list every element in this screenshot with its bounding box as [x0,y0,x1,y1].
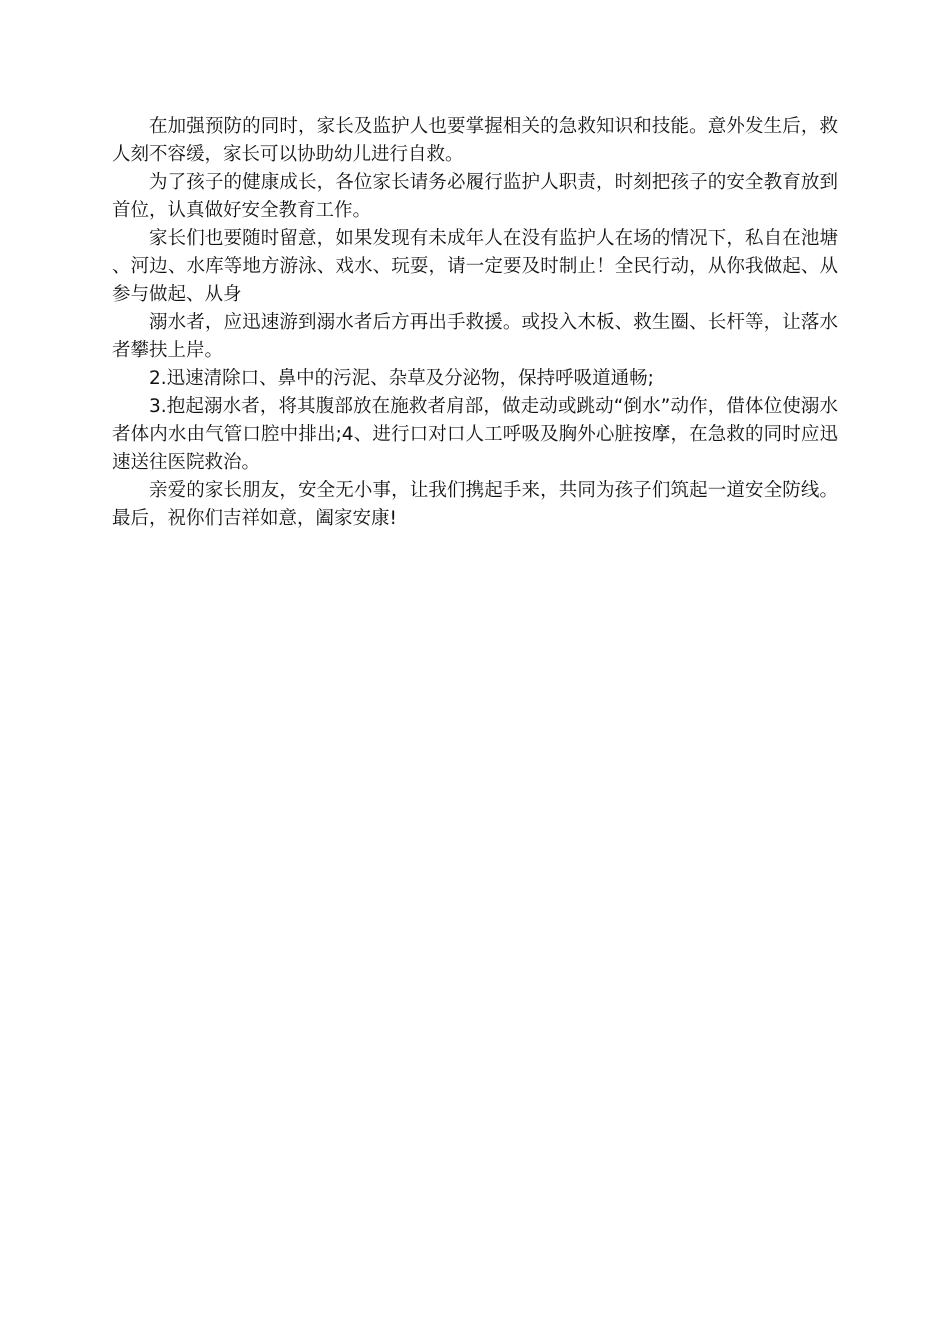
paragraph-guardian-duty: 为了孩子的健康成长，各位家长请务必履行监护人职责，时刻把孩子的安全教育放到首位，认真做好安全教育工作。 [112,172,838,221]
paragraph-stay-alert: 家长们也要随时留意，如果发现有未成年人在没有监护人在场的情况下，私自在池塘、河边、水库等地方游泳、戏水、玩耍，请一定要及时制止！全民行动，从你我做起、从参与做起、从身 [112,228,838,305]
paragraph-first-aid-knowledge: 在加强预防的同时，家长及监护人也要掌握相关的急救知识和技能。意外发生后，救人刻不容缓，家长可以协助幼儿进行自救。 [112,116,838,165]
paragraph-step-clear-airway: 2.迅速清除口、鼻中的污泥、杂草及分泌物，保持呼吸道通畅; [149,368,654,389]
document-page [112,113,838,533]
paragraph-step-drain-water: 3.抱起溺水者，将其腹部放在施救者肩部，做走动或跳动“倒水”动作，借体位使溺水者体内水由气管口腔中排出;4、进行口对口人工呼吸及胸外心脏按摩，在急救的同时应迅速送往医院救治。 [112,396,838,473]
paragraph-rescue-method: 溺水者，应迅速游到溺水者后方再出手救援。或投入木板、救生圈、长杆等，让落水者攀扶上岸。 [112,312,838,361]
paragraph-closing: 亲爱的家长朋友，安全无小事，让我们携起手来，共同为孩子们筑起一道安全防线。最后，祝你们吉祥如意，阖家安康! [112,480,838,529]
